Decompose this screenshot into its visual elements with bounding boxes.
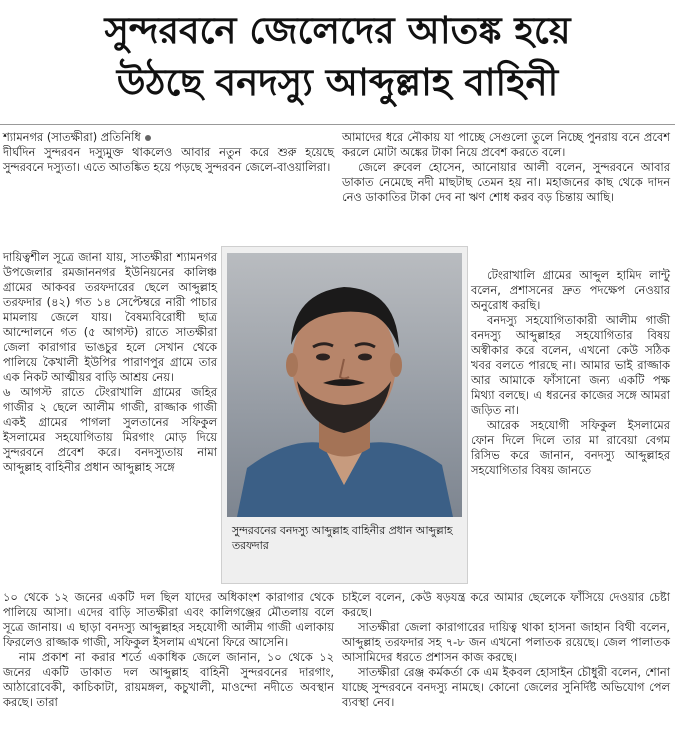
left-column-beside-photo — [3, 250, 217, 475]
portrait-illustration — [227, 253, 462, 517]
right-column-beside-photo — [471, 268, 670, 478]
intro-paragraph: দীর্ঘদিন সুন্দরবন দস্যুমুক্ত থাকলেও আবার নতুন করে শুরু হয়েছে সুন্দরবনে দস্যুতা। এতে আতঙ্কিত হয়ে পড়ছে সুন্দরবন জেলে-বাওয়ালিরা। — [3, 145, 334, 174]
paragraph-shafiqul: আরেক সহযোগী সফিকুল ইসলামের ফোন দিলে দিলে তার মা রাবেয়া বেগম রিসিভ করে জানান, বনদস্যু আব্দুল্লাহর সহযোগিতার বিষয় জানতে — [471, 418, 670, 477]
paragraph-fishermen: নাম প্রকাশ না করার শর্তে একাধিক জেলে জানান, ১০ থেকে ১২ জনের একটি ডাকাত দল আব্দুল্লাহ বাহিনী সুন্দরবনের দারগাং, আঠারোবেকী, কাচিকাটা, রায়মঙ্গল, কচুখালী, মাওন্দো নদীতে অবস্থান করছে। তারা — [3, 650, 334, 709]
photo-box — [221, 246, 468, 584]
bullet-icon — [145, 135, 151, 141]
byline: শ্যামনগর (সাতক্ষীরা) প্রতিনিধি — [3, 130, 334, 145]
headline — [0, 6, 675, 108]
paragraph-jail: সাতক্ষীরা জেলা কারাগারের দায়িত্ব থাকা হাসনা জাহান বিথী বলেন, আব্দুল্লাহ তরফদার সহ ৭-৮ জন এখনো পলাতক রয়েছে। জেল পালাতক আসামিদের ধরতে প্রশাসন কাজ করছে। — [342, 620, 670, 664]
paragraph-extortion: আমাদের ধরে নৌকায় যা পাচ্ছে সেগুলো তুলে নিচ্ছে পুনরায় বনে প্রবেশ করলে মোটা অঙ্কের টাকা নিয়ে প্রবেশ করতে বলে। — [342, 130, 670, 159]
paragraph-source: দায়িত্বশীল সূত্রে জানা যায়, সাতক্ষীরা শ্যামনগর উপজেলার রমজাননগর ইউনিয়নের কালিঞ্চ গ্রামের আকবর তরফদারের ছেলে আব্দুল্লাহ তরফদার (৪২) গত ১৪ সেপ্টেম্বরে নারী পাচার মামলায় জেলে যায়। বৈষম্যবিরোধী ছাত্র আন্দোলনে গত (৫ আগস্ট) রাতে সাতক্ষীরা জেলা কারাগার ভাঙচুর হলে সেখান থেকে পালিয়ে কৈখালী ইউপির পারাণপুর গ্রামে তার এক নিকট আত্মীয়র বাড়ি আশ্রয় নেয়। — [3, 250, 217, 384]
left-column-bottom — [3, 590, 334, 710]
headline-rule — [0, 124, 675, 125]
portrait-photo — [227, 253, 462, 517]
headline-line-1: সুন্দরবনে জেলেদের আতঙ্ক হয়ে — [104, 9, 571, 52]
paragraph-rubel: জেলে রুবেল হোসেন, আনোয়ার আলী বলেন, সুন্দরবনে আবার ডাকাত নেমেছে নদী মাছটাছ তেমন হয় না। মহাজনের কাছ থেকে দাদন নেও ডাকাতির টাকা দেব না ঋণ শোধ করব বড় চিন্তায় আছি। — [342, 160, 670, 204]
photo-caption: সুন্দরবনের বনদস্যু আব্দুল্লাহ বাহিনীর প্রধান আব্দুল্লাহ তরফদার — [232, 524, 453, 552]
paragraph-gang: ১০ থেকে ১২ জনের একটি দল ছিল যাদের অধিকাংশ কারাগার থেকে পালিয়ে আসা। এদের বাড়ি সাতক্ষীরা এবং কালিগঞ্জের মৌতলায় বলে সূত্রে জানায়। এ ছাড়া বনদস্যু আব্দুল্লাহর সহযোগী আলীম গাজী এলাকায় ফিরলেও রাজ্জাক গাজী, সফিকুল ইসলাম এখনো ফিরে আসেনি। — [3, 590, 334, 649]
right-column-bottom — [342, 590, 670, 710]
right-column-top — [342, 130, 670, 205]
paragraph-forest-officer: সাতক্ষীরা রেঞ্জ কর্মকর্তা কে এম ইকবল হোসাইন চৌধুরী বলেন, শোনা যাচ্ছে সুন্দরবনে বনদস্যু নামছে। কোনো জেলের সুনির্দিষ্ট অভিযোগ পেল ব্যবস্থা নেব। — [342, 665, 670, 709]
paragraph-alim: বনদস্যু সহযোগিতাকারী আলীম গাজী বনদস্যু আব্দুল্লাহর সহযোগিতার বিষয় অস্বীকার করে বলেন, এখনো কেউ সঠিক খবর বলতে পারছে না। আমার ভাই রাজ্জাক আর আমাকে ফাঁসানো জন্য একটি পক্ষ মিথ্যা বলছে। এ ধরনের কাজের সঙ্গে আমরা জড়িত না। — [471, 313, 670, 417]
left-column-top — [3, 130, 334, 175]
paragraph-lantu: টেংরাখালি গ্রামের আব্দুল হামিদ লান্টু বলেন, প্রশাসনের দ্রুত পদক্ষেপ নেওয়ার অনুরোধ করছি। — [471, 268, 670, 312]
headline-line-2: উঠছে বনদস্যু আব্দুল্লাহ বাহিনী — [116, 61, 559, 104]
paragraph-escape: ৬ আগস্ট রাতে টেংরাখালি গ্রামের জহির গাজীর ২ ছেলে আলীম গাজী, রাজ্জাক গাজী একই গ্রামের পাগলা সুলতানের সফিকুল ইসলামের সহযোগিতায় মিরগাং মোড় দিয়ে সুন্দরবনে প্রবেশ করে। বনদস্যুতায় নামা আব্দুল্লাহ বাহিনীর প্রধান আব্দুল্লাহ সঙ্গে — [3, 385, 217, 474]
paragraph-conspiracy: চাইলে বলেন, কেউ ষড়যন্ত্র করে আমার ছেলেকে ফাঁসিয়ে দেওয়ার চেষ্টা করছে। — [342, 590, 670, 619]
